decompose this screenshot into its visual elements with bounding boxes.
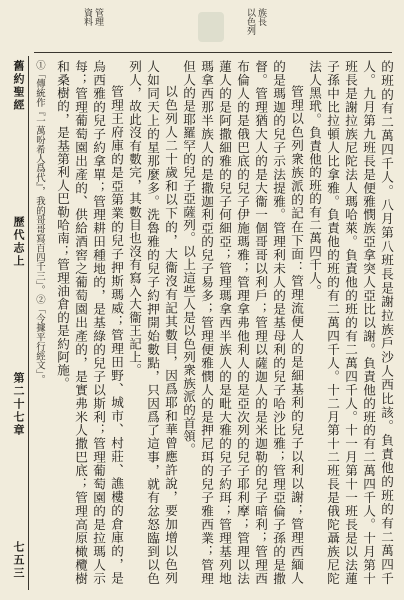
header-tab-3: 以色列 bbox=[245, 8, 255, 35]
running-head bbox=[10, 60, 26, 580]
paragraph: 管理王府庫的是亞第業的兒子押斯瑪威；管理田野、城市、村莊、譙樓的倉庫的，是烏西雅的兒子約拿單；管理耕田種地的，是基綠的兒子以斯利；管理葡萄園的是拉瑪人示每；管理葡萄園出產的、供給酒窖之葡萄園出產的，是實弗米人撒巴底；管理高原橄欖樹和桑樹的，是基第利人巴勒哈南；管理油倉的是約阿施。 bbox=[55, 60, 124, 585]
top-rule bbox=[34, 52, 392, 53]
section-title: 歷代志上 bbox=[12, 216, 25, 268]
paragraph: 管理以色列衆族派的記在下面：管理流便人的是細基利的兒子以利以謝；管理西緬人的是瑪迦的兒子示法提雅。管理利未人的是基母利的兒子哈沙比雅；管理亞倫子孫的是撒督。管理猶大人的是大衞一個哥哥以利戶；管理以薩迦人的是米迦勒的兒子暗利；管理西布倫人的是俄巴底的兒子伊施瑪雅；管理拿弗他利人的是亞次列的兒子耶利摩；管理以法蓮人的是阿撒細雅的兒子何細亞；管理瑪拿西半族人的是毗大雅的兒子約珥；管理基列地瑪拿西那半族人的是撒迦利亞的兒子易多；管理便雅憫人的是押尼珥的兒子雅西業；管理但人的是耶羅罕的兒子亞薩列。以上這些人是以色列衆族派的首領。 bbox=[181, 60, 304, 585]
footnote: ①「傳統作『一萬吩希人爲代』，我的哥哥寫百四千三」。②「今據平行經文」。 bbox=[34, 60, 45, 384]
paragraph: 以色列人二十歲和以下的，大衞沒有記其數目，因爲耶和華曾應許說，要加增以色列人如同天上的星那麼多。洗魯雅的兒子約押開始數點，只因爲了這事，就有忿怒臨到以色列人，故此沒有數完，其數目也沒有寫入大衞王記上。 bbox=[127, 60, 178, 585]
ink-blotch bbox=[198, 12, 224, 42]
left-rule bbox=[28, 56, 29, 590]
header-tab-4: 族長 bbox=[256, 8, 266, 26]
header-tab-2: 管理 bbox=[93, 8, 103, 26]
chapter-title: 第二十七章 bbox=[12, 372, 25, 437]
book-title: 舊約聖經 bbox=[12, 60, 25, 112]
header-tab-1: 資料 bbox=[82, 8, 92, 26]
main-text bbox=[50, 60, 395, 585]
page-number: 七五三 bbox=[12, 541, 25, 580]
paragraph: 的班的有二萬四千人。八月第八班長是謝拉族戶沙人西比該。負責他的班的有二萬四千人。九月第九班長是便雅憫族亞拿突人亞比以謝。負責他的班的有二萬四千人。十月第十班長是謝拉族尼陀法人瑪哈萊。負責他的班的有二萬四千人。十一月第十一班長是以法蓮子孫中比拉頓人比拿雅。負責他的班的有二萬四千人。十二月第十二班長是俄陀聶族尼陀法人黑玳。負責他的班的有二萬四千人。 bbox=[307, 60, 394, 585]
